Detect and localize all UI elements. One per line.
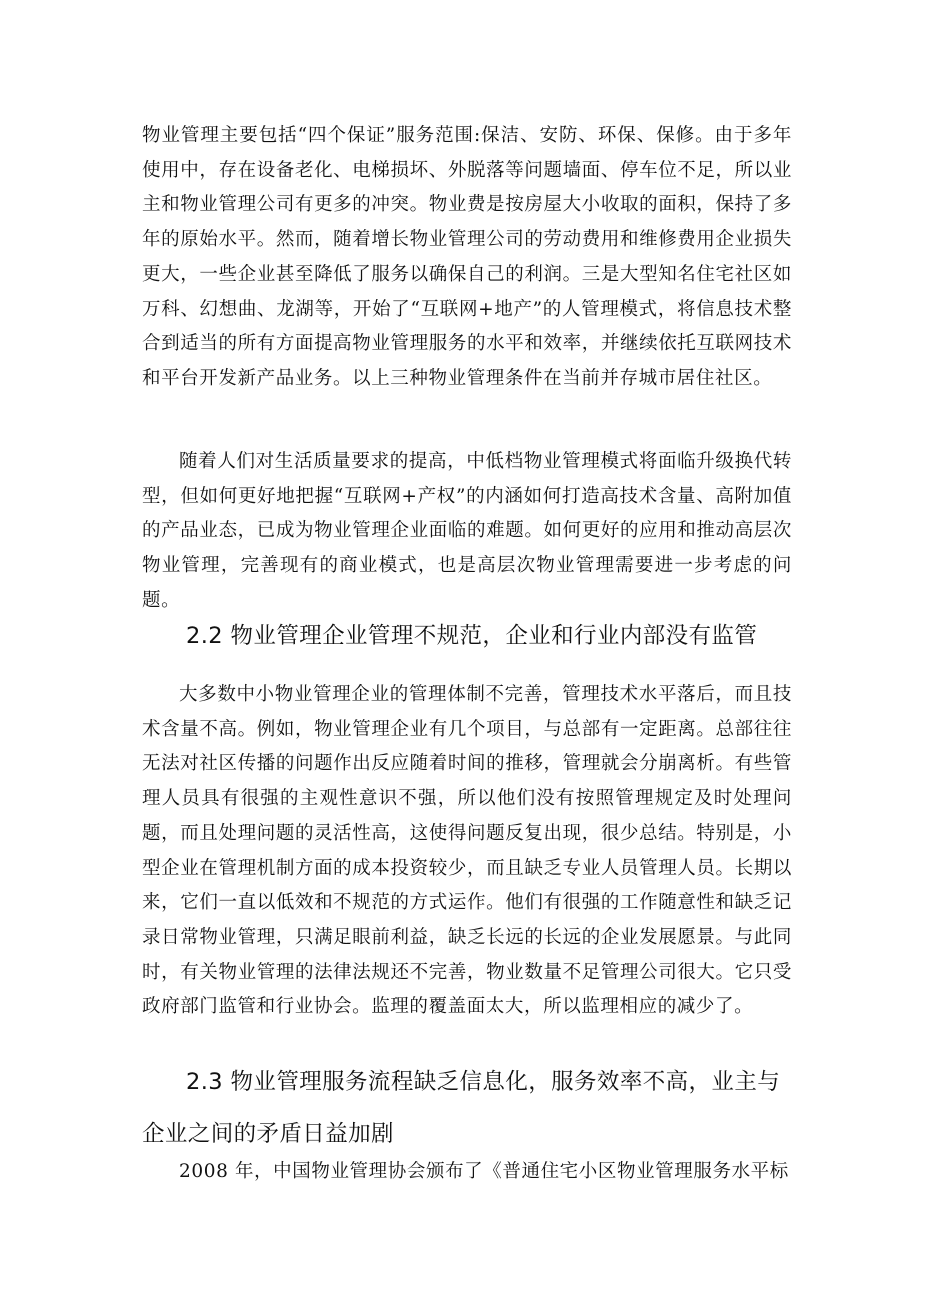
body-paragraph: 随着人们对生活质量要求的提高，中低档物业管理模式将面临升级换代转型，但如何更好地把握“互联网+产权”的内涵如何打造高技术含量、高附加值的产品业态，已成为物业管理企业面临的难题。如何更好的应用和推动高层次物业管理，完善现有的商业模式，也是高层次物业管理需要进一步考虑的问题。 [142,451,792,611]
body-paragraph: 大多数中小物业管理企业的管理体制不完善，管理技术水平落后，而且技术含量不高。例如，物业管理企业有几个项目，与总部有一定距离。总部往往无法对社区传播的问题作出反应随着时间的推移，管理就会分崩离析。有些管理人员具有很强的主观性意识不强，所以他们没有按照管理规定及时处理问题，而且处理问题的灵活性高，这使得问题反复出现，很少总结。特别是，小型企业在管理机制方面的成本投资较少，而且缺乏专业人员管理人员。长期以来，它们一直以低效和不规范的方式运作。他们有很强的工作随意性和缺乏记录日常物业管理，只满足眼前利益，缺乏长远的长远的企业发展愿景。与此同时，有关物业管理的法律法规还不完善，物业数量不足管理公司很大。它只受政府部门监管和行业协会。监理的覆盖面太大，所以监理相应的减少了。 [142,684,792,1018]
section-heading-2-3: 2.3 物业管理服务流程缺乏信息化，服务效率不高，业主与企业之间的矛盾日益加剧 [142,1069,781,1147]
section-heading-2-2: 2.2 物业管理企业管理不规范，企业和行业内部没有监管 [186,623,758,649]
body-paragraph: 2008 年，中国物业管理协会颁布了《普通住宅小区物业管理服务水平标 [179,1161,789,1182]
body-paragraph: 物业管理主要包括“四个保证”服务范围:保洁、安防、环保、保修。由于多年使用中，存在设备老化、电梯损坏、外脱落等问题墙面、停车位不足，所以业主和物业管理公司有更多的冲突。物业费是按房屋大小收取的面积，保持了多年的原始水平。然而，随着增长物业管理公司的劳动费用和维修费用企业损失更大，一些企业甚至降低了服务以确保自己的利润。三是大型知名住宅社区如万科、幻想曲、龙湖等，开始了“互联网+地产”的人管理模式，将信息技术整合到适当的所有方面提高物业管理服务的水平和效率，并继续依托互联网技术和平台开发新产品业务。以上三种物业管理条件在当前并存城市居住社区。 [142,125,792,389]
